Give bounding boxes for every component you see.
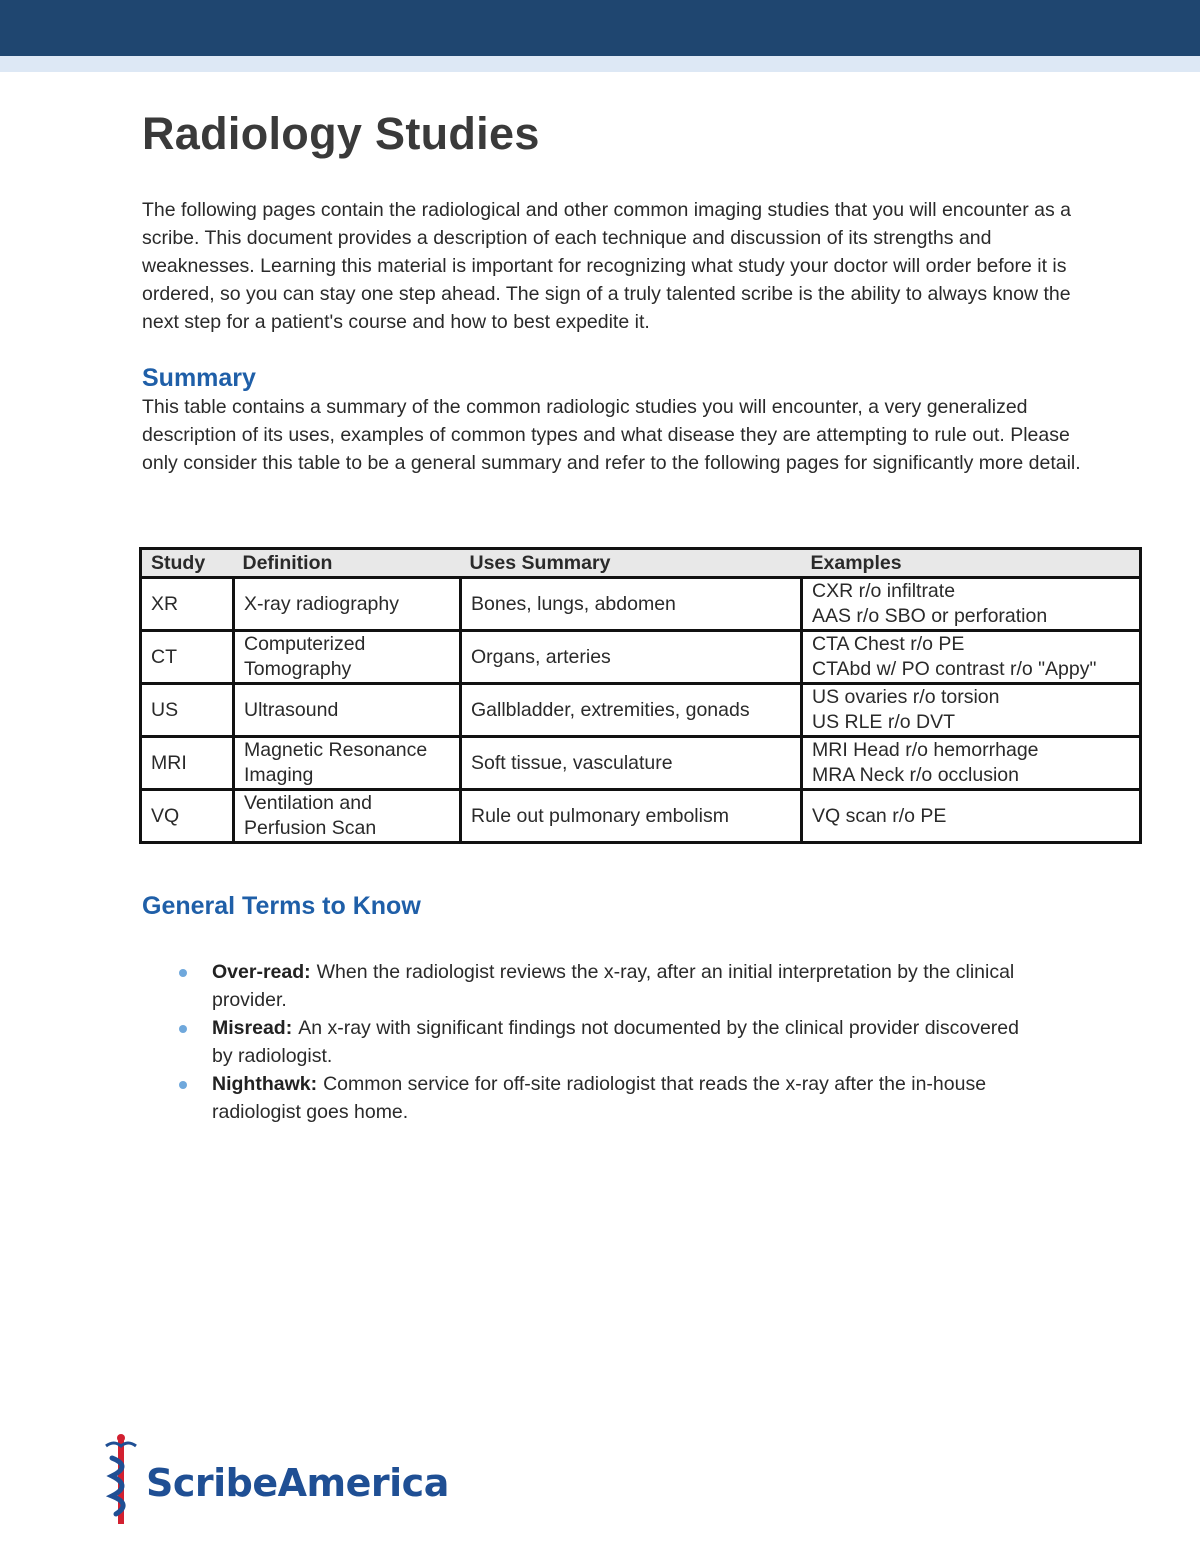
definition-cell: Ventilation and Perfusion Scan (234, 790, 461, 843)
table-header-row (141, 549, 1141, 578)
bullet-icon (179, 969, 187, 977)
term-definition: An x-ray with significant findings not documented by the clinical provider discovered by radiologist. (212, 1017, 1019, 1067)
uses-cell: Soft tissue, vasculature (461, 737, 802, 790)
summary-paragraph: This table contains a summary of the common radiologic studies you will encounter, a very generalized description of its uses, examples of common types and what disease they are attempting to rule out. Please only consider this table to be a general summary and refer to the following pages for significantly more detail. (142, 396, 1081, 474)
examples-cell (802, 790, 1141, 843)
example-line: US ovaries r/o torsion (812, 686, 1000, 708)
table-row (141, 631, 1141, 684)
page-title: Radiology Studies (142, 108, 540, 159)
example-line: VQ scan r/o PE (812, 804, 947, 827)
header-accent-bar (0, 56, 1200, 72)
definition-cell: Computerized Tomography (234, 631, 461, 684)
example-line: CXR r/o infiltrate (812, 580, 956, 602)
term-name: Nighthawk: (212, 1073, 318, 1095)
logo-text: ScribeAmerica (146, 1461, 449, 1505)
column-header: Study (141, 549, 234, 578)
examples-cell (802, 578, 1141, 631)
general-terms-heading: General Terms to Know (142, 892, 421, 920)
column-header: Examples (802, 549, 1141, 578)
uses-cell: Rule out pulmonary embolism (461, 790, 802, 843)
column-header: Uses Summary (461, 549, 802, 578)
caduceus-icon (106, 1434, 136, 1524)
term-definition: When the radiologist reviews the x-ray, after an initial interpretation by the clinical provider. (212, 961, 1015, 1011)
study-cell: XR (141, 578, 234, 631)
table-row (141, 790, 1141, 843)
examples-cell (802, 684, 1141, 737)
list-item (142, 958, 1042, 1014)
study-cell: MRI (141, 737, 234, 790)
table-row (141, 737, 1141, 790)
examples-cell (802, 737, 1141, 790)
table-row (141, 684, 1141, 737)
term-definition: Common service for off-site radiologist that reads the x-ray after the in-house radiologist goes home. (212, 1073, 987, 1123)
intro-paragraph: The following pages contain the radiological and other common imaging studies that you will encounter as a scribe. This document provides a description of each technique and discussion of its strengths and weaknesses. Learning this material is important for recognizing what study your doctor will order before it is ordered, so you can stay one step ahead. The sign of a truly talented scribe is the ability to always know the next step for a patient's course and how to best expedite it. (142, 199, 1071, 333)
list-item (142, 1070, 1042, 1126)
bullet-icon (179, 1081, 187, 1089)
example-line: US RLE r/o DVT (812, 711, 956, 733)
definition-cell: X-ray radiography (234, 578, 461, 631)
list-item (142, 1014, 1042, 1070)
example-line: MRI Head r/o hemorrhage (812, 739, 1039, 761)
bullet-icon (179, 1025, 187, 1033)
term-name: Misread: (212, 1017, 293, 1039)
example-line: CTA Chest r/o PE (812, 633, 965, 655)
example-line: AAS r/o SBO or perforation (812, 605, 1048, 627)
study-cell: CT (141, 631, 234, 684)
example-line: MRA Neck r/o occlusion (812, 764, 1019, 786)
table-row (141, 578, 1141, 631)
uses-cell: Organs, arteries (461, 631, 802, 684)
uses-cell: Bones, lungs, abdomen (461, 578, 802, 631)
definition-cell: Magnetic Resonance Imaging (234, 737, 461, 790)
uses-cell: Gallbladder, extremities, gonads (461, 684, 802, 737)
definition-cell: Ultrasound (234, 684, 461, 737)
summary-heading: Summary (142, 364, 256, 392)
column-header: Definition (234, 549, 461, 578)
header-bar (0, 0, 1200, 56)
study-cell: US (141, 684, 234, 737)
examples-cell (802, 631, 1141, 684)
radiology-summary-table (139, 547, 1142, 844)
term-name: Over-read: (212, 961, 311, 983)
example-line: CTAbd w/ PO contrast r/o "Appy" (812, 658, 1097, 680)
study-cell: VQ (141, 790, 234, 843)
terms-list (142, 958, 1042, 1126)
